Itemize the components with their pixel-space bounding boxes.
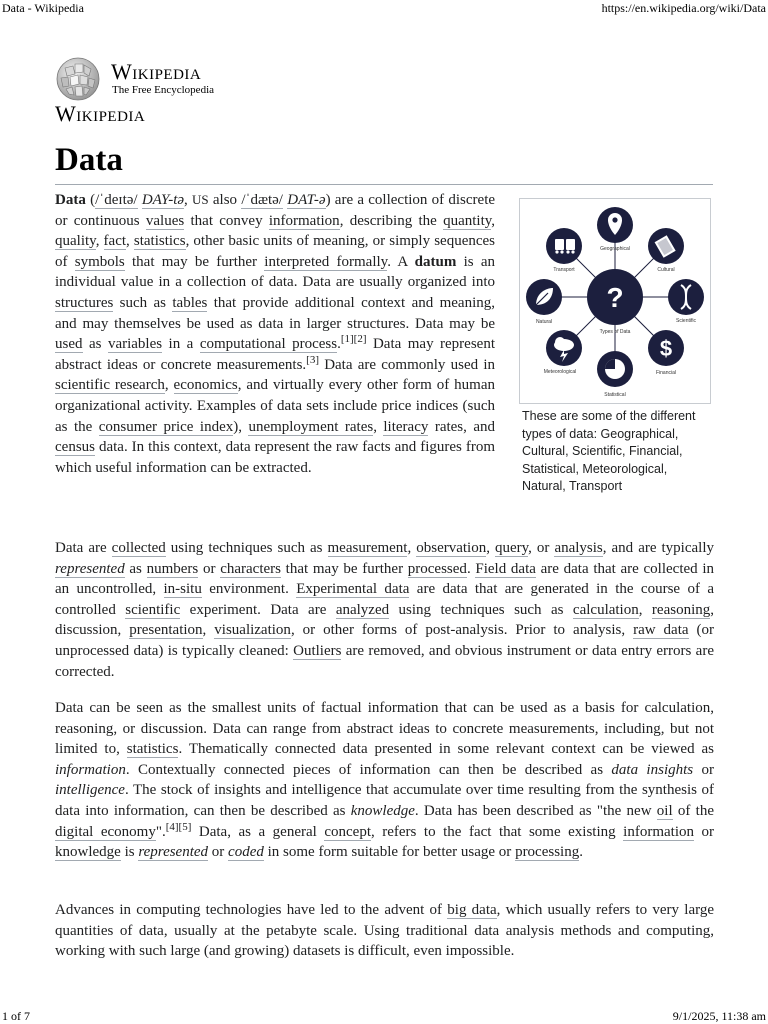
inline-link[interactable]: interpreted formally [264, 253, 388, 270]
page-title: Data [55, 142, 123, 178]
inline-link[interactable]: consumer price index [98, 418, 234, 435]
inline-link[interactable]: visualization [214, 622, 291, 639]
inline-link[interactable]: coded [228, 844, 264, 861]
wikipedia-tagline: The Free Encyclopedia [112, 84, 215, 96]
inline-link[interactable]: query [494, 540, 529, 556]
inline-link[interactable]: economics [173, 377, 238, 394]
inline-link[interactable]: concept [324, 823, 371, 840]
inline-link[interactable]: census [55, 439, 95, 456]
respelling-link[interactable]: DAY-tə [141, 192, 185, 208]
inline-link[interactable]: digital economy [55, 823, 156, 840]
title-divider [55, 184, 713, 185]
pie-chart-icon [605, 359, 625, 379]
paragraph-4: Advances in computing technologies have led to the advent of big data, which usually refers to very large quantities of data, usually at the petabyte scale. Using traditional data analysis methods and computing, working with such large (and growing) datasets is difficult, even impossible. [55, 902, 714, 960]
node-label: Financial [655, 370, 677, 376]
respelling-link[interactable]: DAT-ə [287, 192, 326, 208]
inline-link[interactable]: information [268, 212, 340, 229]
wikipedia-wordmark-text: Wikipedia [55, 101, 146, 126]
node-label: Geographical [600, 246, 630, 252]
inline-link[interactable]: Outliers [293, 642, 342, 659]
inline-link[interactable]: variables [107, 336, 163, 353]
browser-page-title: Data - Wikipedia [2, 1, 84, 15]
inline-link[interactable]: calculation [572, 601, 639, 618]
inline-link[interactable]: processing [515, 844, 580, 861]
inline-link[interactable]: symbols [74, 253, 125, 270]
node-label: Cultural [657, 267, 675, 273]
inline-link[interactable]: statistics [126, 741, 179, 758]
node-label: Scientific [675, 318, 697, 324]
inline-link[interactable]: structures [55, 294, 114, 311]
inline-link[interactable]: processed [407, 560, 467, 577]
wikipedia-globe-icon [55, 56, 101, 102]
node-label: Natural [535, 319, 553, 325]
figure-caption: These are some of the different types of data: Geographical, Cultural, Scientific, Financial, Statistical, Meteorological, Natural, Transport [522, 409, 696, 493]
paragraph-2: Data are collected using techniques such as measurement, observation, query, or analysis, and are typically represented as numbers or characters that may be further processed. Field data are data that are collected in an uncontrolled, in-situ environment. Experimental data are data that are generated in the course of a controlled scientific experiment. Data are analyzed using techniques such as calculation, reasoning, discussion, presentation, visualization, or other forms of post-analysis. Prior to analysis, raw data (or unprocessed data) is typically cleaned: Outliers are removed, and obvious instrument or data entry errors are corrected. [55, 540, 715, 680]
inline-link[interactable]: observation [416, 540, 487, 556]
inline-link[interactable]: collected [111, 540, 166, 556]
inline-link[interactable]: scientific research [55, 377, 165, 394]
inline-link[interactable]: quality [55, 233, 96, 250]
inline-link[interactable]: used [55, 336, 83, 353]
inline-link[interactable]: numbers [146, 560, 199, 577]
inline-link[interactable]: Field data [475, 560, 536, 577]
ipa-link[interactable]: /ˈdeɪtə/ [95, 192, 138, 208]
citation-link[interactable]: [4][5] [165, 820, 192, 833]
node-label: Statistical [604, 392, 626, 398]
inline-link[interactable]: values [145, 212, 185, 229]
center-label: Types of Data [599, 329, 631, 335]
browser-url[interactable]: https://en.wikipedia.org/wiki/Data [601, 1, 766, 15]
dollar-icon: $ [659, 336, 673, 361]
inline-link[interactable]: Experimental data [296, 581, 410, 598]
inline-link[interactable]: knowledge [55, 844, 121, 861]
inline-link[interactable]: tables [172, 294, 208, 311]
lead-paragraph: Data (/ˈdeɪtə/ DAY-tə, US also /ˈdætə/ DAT-ə) are a collection of discrete or continuous values that convey information, describing the quantity, quality, fact, statistics, other basic units of meaning, or simply sequences of symbols that may be further interpreted formally. A datum is an individual value in a collection of data. Data are usually organized into structures such as tables that provide additional context and meaning, and may themselves be used as data in larger structures. Data may be used as variables in a computational process.[1][2] Data may represent abstract ideas or concrete measurements.[3] Data are commonly used in scientific research, economics, and virtually every other form of human organizational activity. Examples of data sets include price indices (such as the consumer price index), unemployment rates, literacy rates, and census data. In this context, data represent the raw facts and figures from which useful information can be extracted. [55, 192, 496, 476]
inline-link[interactable]: literacy [383, 418, 429, 435]
types-of-data-image[interactable] [519, 198, 711, 404]
inline-link[interactable]: information [623, 823, 694, 840]
inline-link[interactable]: reasoning [651, 601, 711, 618]
inline-link[interactable]: oil [656, 802, 673, 819]
inline-link[interactable]: computational process [199, 336, 338, 353]
citation-link[interactable]: [3] [306, 353, 319, 366]
paragraph-3: Data can be seen as the smallest units of factual information that can be used as a basis for calculation, reasoning, or discussion. Data can range from abstract ideas to concrete measurements, including, but not limited to, statistics. Thematically connected data presented in some relevant context can be viewed as information. Contextually connected pieces of information can then be described as data insights or intelligence. The stock of insights and intelligence that accumulate over time resulting from the synthesis of data into information, can then be described as knowledge. Data has been described as "the new oil of the digital economy".[4][5] Data, as a general concept, refers to the fact that some existing information or knowledge is represented or coded in some form suitable for better usage or processing. [55, 700, 715, 861]
inline-link[interactable]: unemployment rates [248, 418, 374, 435]
inline-link[interactable]: quantity [443, 212, 492, 229]
inline-link[interactable]: measurement [327, 540, 408, 556]
inline-link[interactable]: represented [138, 844, 209, 861]
inline-link[interactable]: characters [220, 560, 281, 577]
inline-link[interactable]: in-situ [163, 581, 202, 598]
inline-link[interactable]: represented [55, 560, 125, 577]
node-label: Meteorological [543, 369, 577, 375]
inline-link[interactable]: analyzed [335, 601, 390, 618]
ipa-link[interactable]: /ˈdætə/ [241, 192, 283, 208]
inline-link[interactable]: raw data [633, 622, 689, 639]
inline-link[interactable]: presentation [129, 622, 203, 639]
print-timestamp: 9/1/2025, 11:38 am [672, 1009, 766, 1023]
page-count: 1 of 7 [2, 1009, 30, 1023]
wikipedia-wordmark: Wikipedia [111, 59, 202, 84]
types-of-data-figure [519, 198, 711, 496]
inline-link[interactable]: analysis [554, 540, 603, 556]
inline-link[interactable]: statistics [133, 233, 186, 250]
inline-link[interactable]: fact [103, 233, 127, 250]
citation-link[interactable]: [1][2] [340, 333, 367, 346]
node-label: Transport [553, 267, 575, 273]
inline-link[interactable]: scientific [125, 601, 181, 618]
center-symbol: ? [606, 282, 624, 313]
inline-link[interactable]: big data [447, 902, 497, 918]
